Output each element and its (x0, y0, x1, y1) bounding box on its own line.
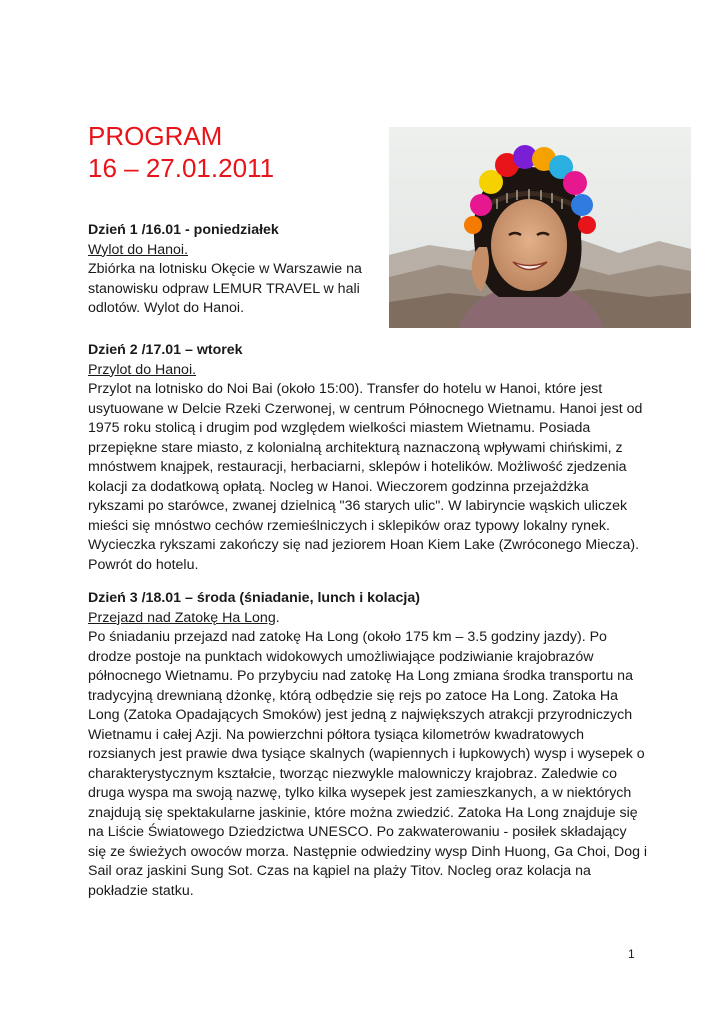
day-2-section (88, 341, 648, 575)
title-line-program: PROGRAM (88, 121, 223, 151)
day-1-subtitle: Wylot do Hanoi. (88, 241, 189, 258)
day-1-heading: Dzień 1 /16.01 - poniedziałek (88, 222, 279, 238)
day-2-body: Przylot na lotnisko do Noi Bai (około 15:00). Transfer do hotelu w Hanoi, które jest usytuowane w Delcie Rzeki Czerwonej, w centrum Północnego Wietnamu. Hanoi jest od 1975 roku stolicą i drugim pod względem wielkości miastem Wietnamu. Posiada przepiękne stare miasto, z kolonialną architekturą naznaczoną wpływami chińskimi, z mnóstwem knajpek, restauracji, herbaciarni, sklepów i hotelików. Możliwość zjedzenia kolacji za dodatkową opłatą. Nocleg w Hanoi. Wieczorem godzinna przejażdżka rykszami po starówce, zwanej dzielnicą "36 starych ulic". W labiryncie wąskich uliczek mieści się mnóstwo cechów rzemieślniczych i sklepików oraz typowy lokalny rynek. Wycieczka rykszami zakończy się nad jeziorem Hoan Kiem Lake (Zwróconego Miecza). Powrót do hotelu. (88, 381, 643, 573)
day-3-subtitle-period: . (275, 609, 280, 626)
page-number: 1 (628, 947, 635, 961)
day-3-heading: Dzień 3 /18.01 – środa (śniadanie, lunch i kolacja) (88, 590, 420, 606)
day-2-subtitle: Przylot do Hanoi. (88, 361, 197, 378)
day-2-heading: Dzień 2 /17.01 – wtorek (88, 342, 243, 358)
day-3-section (88, 589, 648, 901)
day-3-body: Po śniadaniu przejazd nad zatokę Ha Long (około 175 km – 3.5 godziny jazdy). Po drodze postoje na punktach widokowych umożliwiające podziwianie krajobrazów północnego Wietnamu. Po przybyciu nad zatokę Ha Long zmiana środka transportu na tradycyjną drewnianą dżonkę, którą odbędzie się rejs po zatoce Ha Long. Zatoka Ha Long (Zatoka Opadających Smoków) jest jedną z największych atrakcji przyrodniczych Wietnamu i całej Azji. Na powierzchni półtora tysiąca kilometrów kwadratowych rozsianych jest prawie dwa tysiące skalnych (wapiennych i łupkowych) wysp i wysepek o charakterystycznym kształcie, tworząc niezwykle malowniczy krajobraz. Zaledwie co druga wyspa ma swoją nazwę, tylko kilka wysepek jest zamieszkanych, a w niektórych znajdują się spektakularne jaskinie, które można zwiedzić. Zatoka Ha Long znajduje się na Liście Światowego Dziedzictwa UNESCO. Po zakwaterowaniu - posiłek składający się ze świeżych owoców morza. Następnie odwiedziny wysp Dinh Huong, Ga Choi, Dog i Sail oraz jaskini Sung Sot. Czas na kąpiel na plaży Titov. Nocleg oraz kolacja na pokładzie statku. (88, 629, 648, 899)
day-3-subtitle: Przejazd nad Zatokę Ha Long (88, 609, 276, 626)
day-1-body: Zbiórka na lotnisku Okęcie w Warszawie na stanowisku odpraw LEMUR TRAVEL w hali odlotów. Wylot do Hanoi. (88, 261, 362, 316)
program-title (88, 120, 274, 184)
day-1-section (88, 221, 378, 319)
title-line-dates: 16 – 27.01.2011 (88, 153, 275, 183)
girl-photo (389, 127, 691, 328)
day-3-subtitle-line (88, 609, 648, 629)
